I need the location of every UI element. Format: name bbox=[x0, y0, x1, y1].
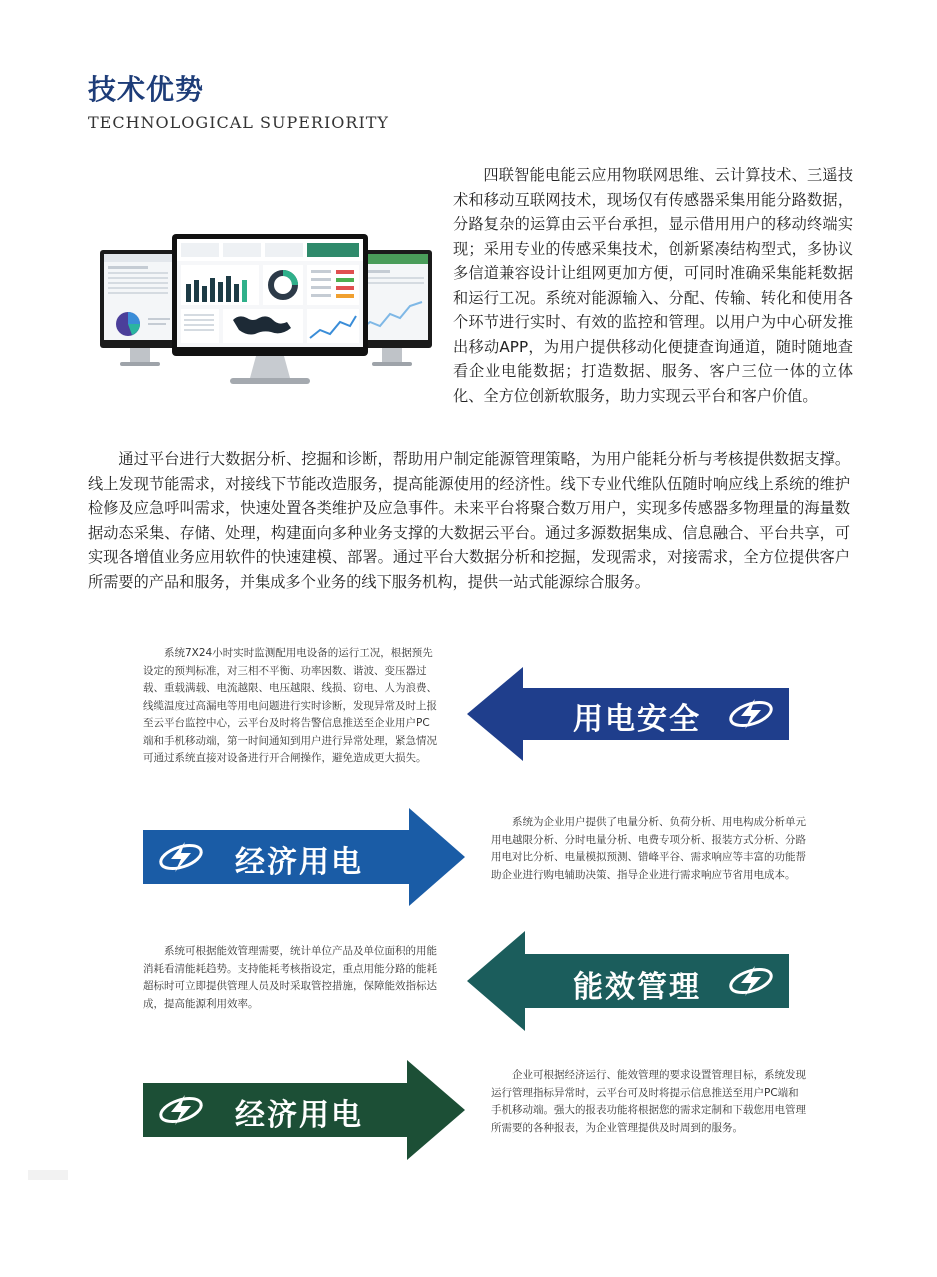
feature-label-energy-efficiency: 能效管理 bbox=[573, 970, 701, 1005]
feature-arrow-electric-safety bbox=[467, 667, 789, 761]
lightning-logo-icon bbox=[725, 697, 777, 731]
page-corner-mark bbox=[28, 1170, 68, 1180]
feature-arrow-economic-operation bbox=[143, 1060, 465, 1160]
lightning-logo-icon bbox=[155, 1093, 207, 1127]
intro-paragraph: 四联智能电能云应用物联网思维、云计算技术、三遥技术和移动互联网技术，现场仅有传感器采集用能分路数据，分路复杂的运算由云平台承担，显示借用用户的移动终端实现；采用专业的传感采集技术，创新紧凑结构型式，多协议多信道兼容设计让组网更加方便，可同时准确采集能耗数据和运行工况。系统对能源输入、分配、传输、转化和使用各个环节进行实时、有效的监控和管理。以用户为中心研发推出移动APP，为用户提供移动化便捷查询通道，随时随地查看企业电能数据；打造数据、服务、客户三位一体的立体化、全方位创新软服务，助力实现云平台和客户价值。 bbox=[453, 166, 853, 405]
lightning-logo-icon bbox=[725, 964, 777, 998]
lightning-logo-icon bbox=[155, 840, 207, 874]
feature-arrow-energy-efficiency bbox=[467, 931, 789, 1031]
body-paragraph: 通过平台进行大数据分析、挖掘和诊断，帮助用户制定能源管理策略，为用户能耗分析与考核提供数据支撑。线上发现节能需求，对接线下节能改造服务，提高能源使用的经济性。线下专业代维队伍随时响应线上系统的维护检修及应急呼叫需求，快速处置各类维护及应急事件。未来平台将聚合数万用户，实现多传感器多物理量的海量数据动态采集、存储、处理，构建面向多种业务支撑的大数据云平台。通过多源数据集成、信息融合、平台共享，可实现各增值业务应用软件的快速建模、部署。通过平台大数据分析和挖掘，发现需求，对接需求，全方位提供客户所需要的产品和服务，并集成多个业务的线下服务机构，提供一站式能源综合服务。 bbox=[88, 450, 850, 591]
feature-label-economic-operation: 经济用电 bbox=[235, 1098, 363, 1133]
page-title: 技术优势 bbox=[88, 73, 205, 106]
feature-arrow-economic-power bbox=[143, 808, 465, 906]
left-monitor bbox=[100, 250, 180, 366]
feature-description-energy-efficiency: 系统可根据能效管理需要，统计单位产品及单位面积的用能消耗看清能耗趋势。支持能耗考核指设定，重点用能分路的能耗超标时可立即提供管理人员及时采取管控措施，保障能效指标达成，提高能源利用效率。 bbox=[143, 945, 437, 1010]
feature-description-electric-safety: 系统7X24小时实时监测配用电设备的运行工况，根据预先设定的预判标准，对三相不平衡、功率因数、谐波、变压器过载、重载满载、电流越限、电压越限、线损、窃电、人为浪费、线缆温度过高漏电等用电问题进行实时诊断，发现异常及时上报至云平台监控中心，云平台及时将告警信息推送至企业用户PC端和手机移动端，第一时间通知到用户进行异常处理，紧急情况可通过系统直接对设备进行开合闸操作，避免造成更大损失。 bbox=[143, 647, 437, 764]
feature-label-electric-safety: 用电安全 bbox=[573, 702, 701, 737]
feature-description-economic-power: 系统为企业用户提供了电量分析、负荷分析、用电构成分析单元用电越限分析、分时电量分析、电费专项分析、报装方式分析、分路用电对比分析、电量模拟预测、错峰平谷、需求响应等丰富的功能帮助企业进行购电辅助决策、指导企业进行需求响应节省用电成本。 bbox=[491, 816, 806, 881]
dashboard-monitors-illustration bbox=[98, 232, 434, 388]
feature-description-economic-operation: 企业可根据经济运行、能效管理的要求设置管理目标，系统发现运行管理指标异常时，云平台可及时将提示信息推送至用户PC端和手机移动端。强大的报表功能将根据您的需求定制和下载您用电管理所需要的各种报表，为企业管理提供及时周到的服务。 bbox=[491, 1069, 806, 1134]
page-subtitle: TECHNOLOGICAL SUPERIORITY bbox=[88, 113, 389, 132]
center-monitor bbox=[172, 234, 368, 384]
feature-label-economic-power: 经济用电 bbox=[235, 845, 363, 880]
